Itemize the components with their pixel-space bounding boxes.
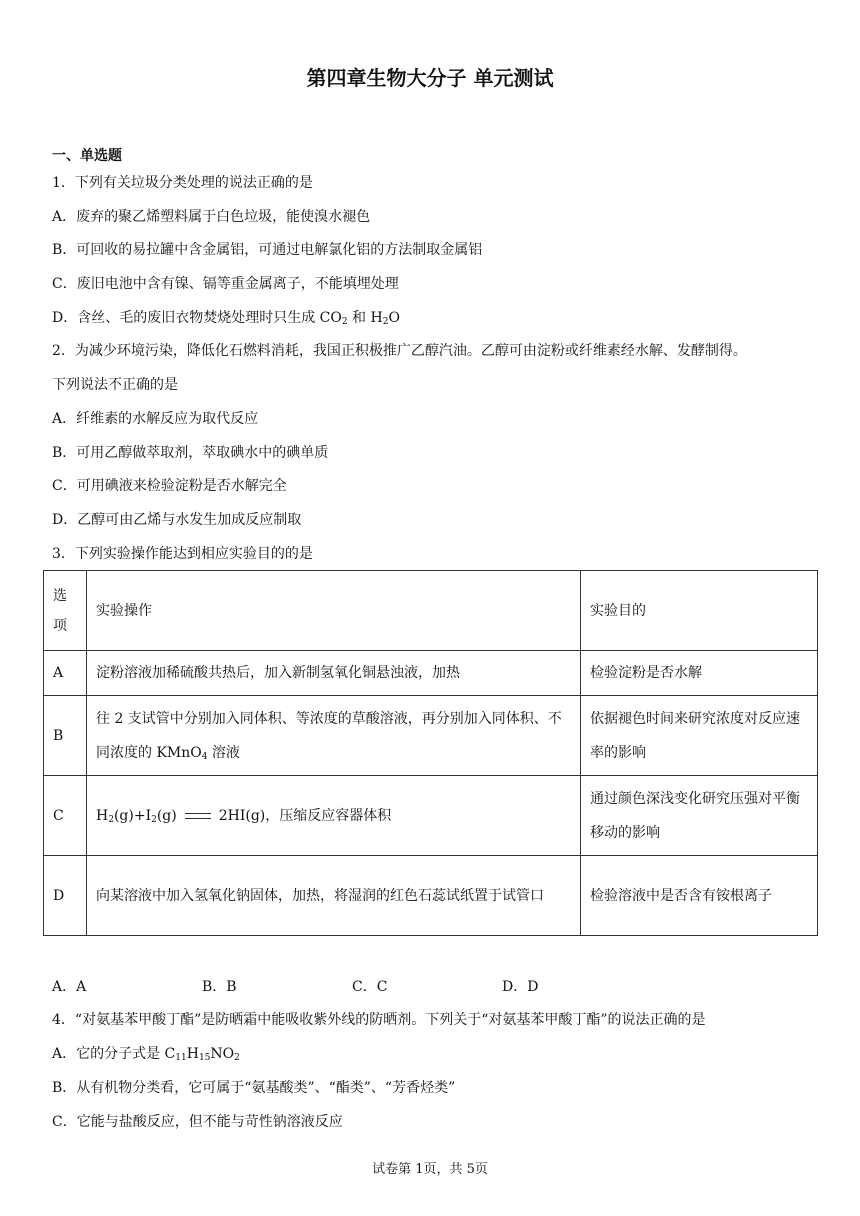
- table-row: [44, 696, 818, 776]
- header-option: 选项: [44, 571, 87, 651]
- row-goal: 通过颜色深浅变化研究压强对平衡移动的影响: [581, 776, 818, 856]
- q4-stem: 4．“对氨基苯甲酸丁酯”是防晒霜中能吸收紫外线的防晒剂。下列关于“对氨基苯甲酸丁酯”的说法正确的是: [52, 1012, 706, 1028]
- q3-choices: [52, 973, 822, 1001]
- question-block-1-2: [52, 170, 822, 574]
- table-row: [44, 651, 818, 696]
- q2-option-b: B．可用乙醇做萃取剂，萃取碘水中的碘单质: [52, 444, 329, 461]
- page-title: 第四章生物大分子 单元测试: [306, 66, 554, 90]
- page-footer: 试卷第 1页，共 5页: [372, 1162, 488, 1177]
- question-block-4: [52, 1007, 842, 1143]
- row-goal: 检验溶液中是否含有铵根离子: [581, 856, 818, 936]
- header-operation: 实验操作: [87, 571, 581, 651]
- row-option: C: [44, 776, 87, 856]
- row-option: D: [44, 856, 87, 936]
- q3-choice-b: B．B: [202, 979, 237, 995]
- table-row: [44, 856, 818, 936]
- q4-option-c: C．它能与盐酸反应，但不能与苛性钠溶液反应: [52, 1114, 343, 1130]
- q3-choice-a: A．A: [52, 979, 87, 995]
- q2-option-c: C．可用碘液来检验淀粉是否水解完全: [52, 478, 287, 495]
- q4-option-b: B．从有机物分类看，它可属于“氨基酸类”、“酯类”、“芳香烃类”: [52, 1080, 456, 1096]
- row-operation: $H_2(g)+I_2(g)$ 2HI(g)，压缩反应容器体积: [87, 776, 581, 856]
- q1-stem: 1．下列有关垃圾分类处理的说法正确的是: [52, 175, 313, 191]
- q2-option-d: D．乙醇可由乙烯与水发生加成反应制取: [52, 511, 302, 528]
- section-heading: 一、单选题: [52, 148, 122, 164]
- q1-option-d: D．含丝、毛的废旧衣物焚烧处理时只生成 $CO_2$ 和 $H_2O$: [52, 309, 400, 327]
- row-goal: 依据褪色时间来研究浓度对反应速率的影响: [581, 696, 818, 776]
- q4-option-a: A．它的分子式是 $C_{11}H_{15}NO_2$: [52, 1046, 240, 1063]
- q2-stem-line2: 下列说法不正确的是: [52, 377, 178, 394]
- q3-choice-d: D．D: [502, 979, 539, 995]
- q3-stem: 3．下列实验操作能达到相应实验目的的是: [52, 545, 313, 562]
- row-goal: 检验淀粉是否水解: [581, 651, 818, 696]
- q3-choice-c: C．C: [352, 979, 388, 995]
- row-operation: 向某溶液中加入氢氧化钠固体，加热，将湿润的红色石蕊试纸置于试管口: [87, 856, 581, 936]
- q1-option-c: C．废旧电池中含有镍、镉等重金属离子，不能填埋处理: [52, 276, 399, 293]
- experiment-table: [43, 570, 818, 936]
- q2-stem-line1: 2．为减少环境污染，降低化石燃料消耗，我国正积极推广乙醇汽油。乙醇可由淀粉或纤维素经水解、发酵制得。: [52, 343, 747, 360]
- q2-option-a: A．纤维素的水解反应为取代反应: [52, 410, 259, 427]
- row-option: A: [44, 651, 87, 696]
- row-operation: 往 2 支试管中分别加入同体积、等浓度的草酸溶液，再分别加入同体积、不同浓度的 KMnO$_4$ 溶液: [87, 696, 581, 776]
- header-goal: 实验目的: [581, 571, 818, 651]
- table-header-row: [44, 571, 818, 651]
- row-operation: 淀粉溶液加稀硫酸共热后，加入新制氢氧化铜悬浊液，加热: [87, 651, 581, 696]
- q1-option-a: A．废弃的聚乙烯塑料属于白色垃圾，能使溴水褪色: [52, 208, 371, 225]
- row-option: B: [44, 696, 87, 776]
- equilibrium-arrow-icon: [183, 809, 213, 823]
- table-row: [44, 776, 818, 856]
- q1-option-b: B．可回收的易拉罐中含金属铝，可通过电解氯化铝的方法制取金属铝: [52, 242, 483, 259]
